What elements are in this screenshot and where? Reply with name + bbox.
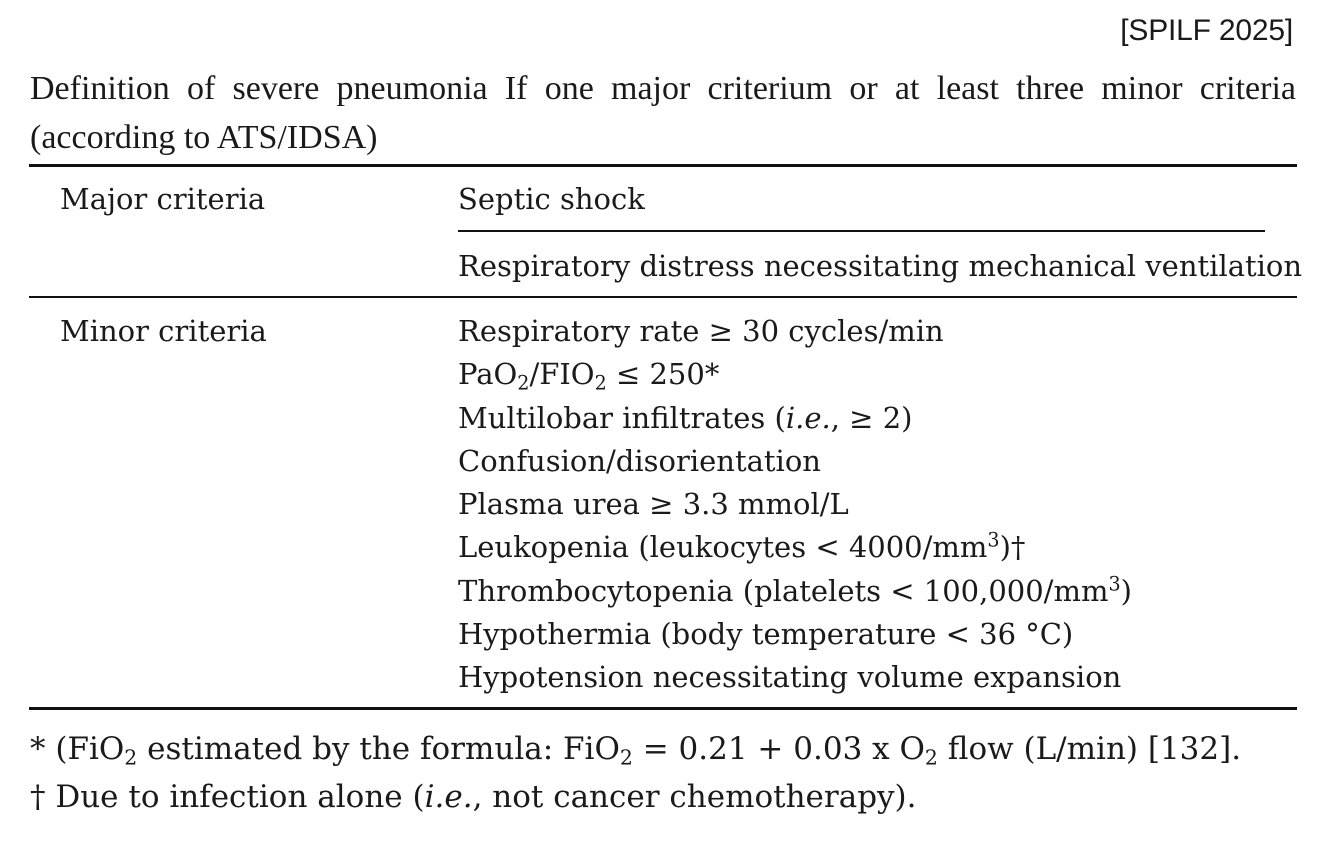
leukopenia-suffix: )† (999, 530, 1026, 565)
leukopenia-text: Leukopenia (leukocytes < 4000/mm (458, 530, 988, 565)
minor-criterion-respiratory-rate: Respiratory rate ≥ 30 cycles/min (458, 314, 944, 348)
footnote1-sub-b: 2 (619, 745, 633, 770)
pao2-prefix: PaO (458, 357, 518, 392)
table-mid-rule (29, 296, 1297, 298)
major-criteria-label: Major criteria (60, 182, 266, 216)
multilobar-ie: i.e. (785, 400, 831, 435)
footnote1-part-d: flow (L/min) [132]. (937, 731, 1242, 767)
footnote1-sub-a: 2 (124, 745, 138, 770)
footnote-fio2-formula (30, 725, 1241, 773)
footnote1-part-b: estimated by the formula: FiO (137, 731, 620, 767)
thrombocytopenia-superscript: 3 (1108, 572, 1121, 596)
minor-criterion-confusion: Confusion/disorientation (458, 443, 821, 478)
fio2-prefix: /FIO (529, 357, 595, 392)
footnote1-sub-c: 2 (924, 745, 938, 770)
table-caption: Definition of severe pneumonia If one major criterium or at least three minor criteria (according to ATS/IDSA) (30, 70, 1296, 156)
thrombocytopenia-text: Thrombocytopenia (platelets < 100,000/mm (458, 573, 1109, 608)
major-criteria-divider (458, 230, 1265, 232)
fio2-subscript: 2 (594, 371, 607, 395)
thrombocytopenia-suffix: ) (1120, 573, 1132, 608)
footnote2-ie: i.e. (424, 779, 473, 815)
minor-criterion-leukopenia (458, 526, 1132, 569)
minor-criterion-hypothermia: Hypothermia (body temperature < 36 °C) (458, 617, 1074, 652)
minor-criteria-label: Minor criteria (60, 314, 267, 348)
major-criterion-septic-shock: Septic shock (458, 182, 645, 216)
table-top-rule (29, 164, 1297, 167)
source-tag: [SPILF 2025] (1120, 14, 1293, 47)
minor-criterion-pao2-fio2 (458, 353, 1132, 396)
leukopenia-superscript: 3 (987, 528, 1000, 552)
minor-criterion-thrombocytopenia (458, 570, 1132, 613)
table-bottom-rule (29, 707, 1297, 710)
footnotes (30, 725, 1241, 821)
multilobar-threshold: , ≥ 2) (830, 400, 913, 435)
footnote1-part-c: = 0.21 + 0.03 x O (632, 731, 925, 767)
multilobar-text: Multilobar infiltrates ( (458, 400, 786, 435)
footnote2-part-b: , not cancer chemotherapy). (472, 779, 917, 815)
major-criterion-respiratory-distress: Respiratory distress necessitating mechanical ventilation (458, 249, 1303, 283)
pao2-fio2-threshold: ≤ 250* (606, 357, 720, 392)
minor-criteria-list (458, 310, 1132, 700)
footnote1-part-a: * (FiO (30, 731, 125, 767)
footnote2-part-a: † Due to infection alone ( (30, 779, 425, 815)
minor-criterion-plasma-urea: Plasma urea ≥ 3.3 mmol/L (458, 487, 849, 522)
minor-criterion-multilobar-infiltrates (458, 397, 1132, 440)
minor-criterion-hypotension: Hypotension necessitating volume expansion (458, 660, 1122, 695)
pao2-subscript: 2 (517, 371, 530, 395)
footnote-infection-alone (30, 773, 1241, 821)
